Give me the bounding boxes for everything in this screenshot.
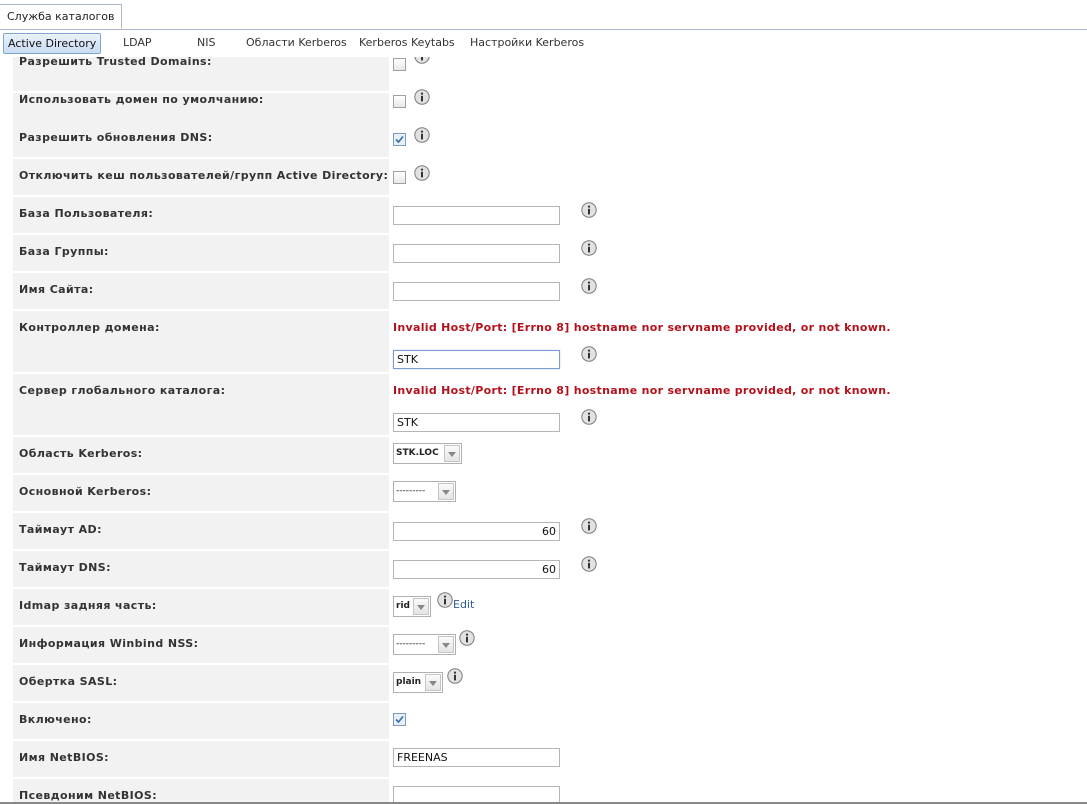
row-site-name <box>13 273 1087 311</box>
domain-controller-input[interactable] <box>393 350 560 369</box>
chevron-down-icon[interactable] <box>438 483 454 500</box>
label-user-base: База Пользователя: <box>19 207 154 220</box>
label-default-domain: Использовать домен по умолчанию: <box>19 93 264 106</box>
info-icon[interactable] <box>581 518 597 534</box>
idmap-backend-value: rid <box>396 601 410 611</box>
chevron-down-icon[interactable] <box>438 636 454 653</box>
active-directory-form <box>0 57 1087 802</box>
default-domain-checkbox[interactable] <box>393 95 406 108</box>
info-icon[interactable] <box>581 202 597 218</box>
site-name-input[interactable] <box>393 282 560 301</box>
label-global-catalog: Сервер глобального каталога: <box>19 384 226 397</box>
tab-kerberos-settings[interactable]: Настройки Kerberos <box>470 36 585 49</box>
sasl-wrapper-value: plain <box>396 677 422 687</box>
kerberos-realm-select[interactable] <box>393 443 462 464</box>
row-trusted-domains <box>13 57 1087 93</box>
sasl-wrapper-select[interactable] <box>393 672 443 693</box>
label-idmap-backend: Idmap задняя часть: <box>19 599 157 612</box>
label-disable-cache: Отключить кеш пользователей/групп Active Directory: <box>19 169 389 182</box>
tab-ldap[interactable]: LDAP <box>123 36 152 49</box>
tab-active-directory[interactable]: Active Directory <box>3 33 101 54</box>
tab-directory-service[interactable]: Служба каталогов <box>0 4 122 29</box>
info-icon[interactable] <box>414 165 430 181</box>
ad-timeout-input[interactable] <box>393 522 560 541</box>
label-enabled: Включено: <box>19 713 92 726</box>
row-dns-updates <box>13 121 1087 159</box>
info-icon[interactable] <box>414 127 430 143</box>
global-catalog-input[interactable] <box>393 413 560 432</box>
label-dns-timeout: Таймаут DNS: <box>19 561 111 574</box>
idmap-backend-select[interactable] <box>393 596 431 617</box>
chevron-down-icon[interactable] <box>413 598 429 615</box>
tab-kerberos-keytabs[interactable]: Kerberos Keytabs <box>359 36 455 49</box>
info-icon[interactable] <box>581 278 597 294</box>
info-icon[interactable] <box>447 668 463 684</box>
label-site-name: Имя Сайта: <box>19 283 94 296</box>
info-icon[interactable] <box>459 630 475 646</box>
row-disable-cache <box>13 159 1087 197</box>
row-dns-timeout <box>13 551 1087 589</box>
top-tabbar <box>0 0 1087 30</box>
info-icon[interactable] <box>581 240 597 256</box>
row-kerberos-principal <box>13 475 1087 513</box>
label-sasl-wrapper: Обертка SASL: <box>19 675 118 688</box>
label-ad-timeout: Таймаут AD: <box>19 523 102 536</box>
kerberos-realm-value: STK.LOC <box>396 448 439 458</box>
info-icon[interactable] <box>581 556 597 572</box>
row-idmap-backend <box>13 589 1087 627</box>
check-icon <box>394 134 405 145</box>
label-winbind-nss: Информация Winbind NSS: <box>19 637 199 650</box>
tab-nis[interactable]: NIS <box>197 36 216 49</box>
row-netbios-name <box>13 741 1087 779</box>
kerberos-principal-value: --------- <box>396 486 426 496</box>
netbios-name-input[interactable] <box>393 748 560 767</box>
check-icon <box>394 714 405 725</box>
info-icon[interactable] <box>437 592 453 608</box>
row-global-catalog <box>13 374 1087 437</box>
row-sasl-wrapper <box>13 665 1087 703</box>
row-user-base <box>13 197 1087 235</box>
global-catalog-error: Invalid Host/Port: [Errno 8] hostname nor servname provided, or not known. <box>393 384 891 397</box>
label-domain-controller: Контроллер домена: <box>19 321 160 334</box>
info-icon[interactable] <box>581 409 597 425</box>
trusted-domains-checkbox[interactable] <box>393 58 406 71</box>
label-group-base: База Группы: <box>19 245 109 258</box>
row-netbios-alias <box>13 779 1087 802</box>
chevron-down-icon[interactable] <box>444 445 460 462</box>
info-icon[interactable] <box>581 346 597 362</box>
info-icon[interactable] <box>414 89 430 105</box>
label-trusted-domains: Разрешить Trusted Domains: <box>19 57 212 68</box>
row-ad-timeout <box>13 513 1087 551</box>
domain-controller-error: Invalid Host/Port: [Errno 8] hostname nor servname provided, or not known. <box>393 321 891 334</box>
row-kerberos-realm <box>13 437 1087 475</box>
dns-timeout-input[interactable] <box>393 560 560 579</box>
row-enabled <box>13 703 1087 741</box>
row-group-base <box>13 235 1087 273</box>
label-kerberos-realm: Область Kerberos: <box>19 447 143 460</box>
winbind-nss-select[interactable] <box>393 634 456 655</box>
label-kerberos-principal: Основной Kerberos: <box>19 485 152 498</box>
idmap-edit-link[interactable]: Edit <box>453 598 475 611</box>
disable-cache-checkbox[interactable] <box>393 171 406 184</box>
group-base-input[interactable] <box>393 244 560 263</box>
label-netbios-name: Имя NetBIOS: <box>19 751 109 764</box>
user-base-input[interactable] <box>393 206 560 225</box>
row-winbind-nss <box>13 627 1087 665</box>
enabled-checkbox[interactable] <box>393 713 406 726</box>
netbios-alias-input[interactable] <box>393 786 560 802</box>
kerberos-principal-select[interactable] <box>393 481 456 502</box>
chevron-down-icon[interactable] <box>425 674 441 691</box>
row-domain-controller <box>13 311 1087 374</box>
tab-kerberos-realms[interactable]: Области Kerberos <box>246 36 347 49</box>
label-netbios-alias: Псевдоним NetBIOS: <box>19 789 157 802</box>
label-dns-updates: Разрешить обновления DNS: <box>19 131 213 144</box>
info-icon[interactable] <box>414 57 430 64</box>
dns-updates-checkbox[interactable] <box>393 133 406 146</box>
winbind-nss-value: --------- <box>396 639 426 649</box>
sub-tabbar <box>0 30 1087 56</box>
